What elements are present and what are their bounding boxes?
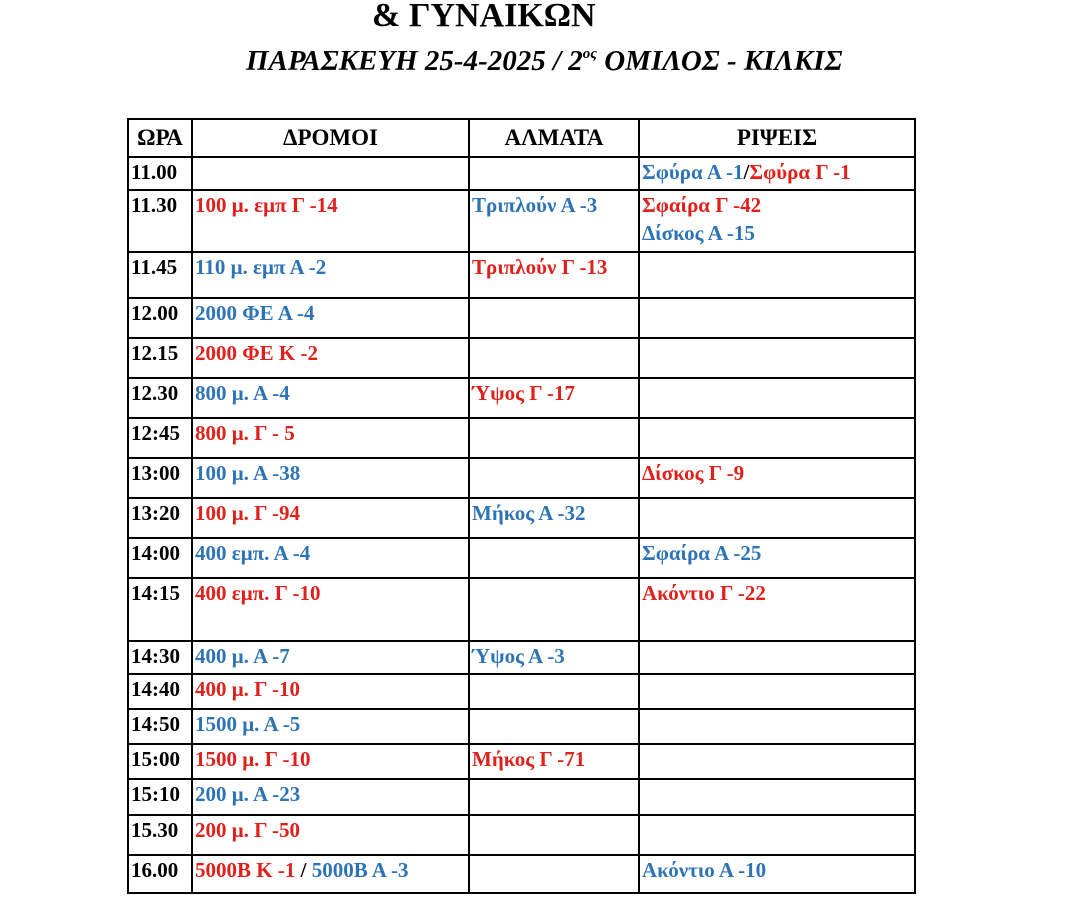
event-entry: [195, 299, 468, 327]
event-text: 800 μ. Α -4: [195, 381, 290, 405]
event-text: Σφαίρα Α -25: [642, 541, 762, 565]
time-cell: 11.00: [128, 157, 192, 190]
throws-cell: [639, 855, 915, 893]
table-row: [128, 744, 915, 779]
jumps-cell: [469, 674, 639, 709]
event-entry: [195, 675, 468, 703]
throws-cell: [639, 190, 915, 252]
jumps-cell: [469, 458, 639, 498]
time-cell: 16.00: [128, 855, 192, 893]
event-text: 100 μ. Γ -94: [195, 501, 300, 525]
event-text: 800 μ. Γ - 5: [195, 421, 295, 445]
table-row: [128, 578, 915, 641]
jumps-cell: [469, 815, 639, 855]
runs-cell: [192, 578, 469, 641]
event-text: Μήκος Α -32: [472, 501, 586, 525]
event-text: Δίσκος Α -15: [642, 221, 755, 245]
event-text: Σφύρα Γ -1: [749, 160, 851, 184]
throws-cell: [639, 338, 915, 378]
event-text: 1500 μ. Α -5: [195, 712, 301, 736]
throws-cell: [639, 157, 915, 190]
jumps-cell: [469, 498, 639, 538]
time-cell: 14:00: [128, 538, 192, 578]
time-cell: 12.15: [128, 338, 192, 378]
throws-cell: [639, 674, 915, 709]
table-row: [128, 674, 915, 709]
event-text: Ύψος Γ -17: [472, 381, 576, 405]
event-text: Ακόντιο Α -10: [642, 858, 767, 882]
table-row: [128, 190, 915, 252]
jumps-cell: [469, 338, 639, 378]
event-text: Σφαίρα Γ -42: [642, 193, 762, 217]
jumps-cell: [469, 855, 639, 893]
time-cell: 14:30: [128, 641, 192, 674]
throws-cell: [639, 298, 915, 338]
event-text: Δίσκος Γ -9: [642, 461, 745, 485]
event-entry: [472, 191, 638, 219]
event-entry: [195, 191, 468, 219]
runs-cell: [192, 298, 469, 338]
jumps-cell: [469, 744, 639, 779]
jumps-cell: [469, 378, 639, 418]
runs-cell: [192, 498, 469, 538]
schedule-table: [127, 118, 916, 894]
time-cell: 15:10: [128, 779, 192, 815]
schedule-body: [128, 157, 915, 893]
event-text: Μήκος Γ -71: [472, 747, 586, 771]
column-header-throws: ΡΙΨΕΙΣ: [639, 119, 915, 157]
throws-cell: [639, 779, 915, 815]
event-text: 400 εμπ. Α -4: [195, 541, 311, 565]
event-entry: [642, 459, 914, 487]
event-date: ΠΑΡΑΣΚΕΥΗ 25-4-2025 / 2: [246, 45, 583, 77]
jumps-cell: [469, 190, 639, 252]
table-row: [128, 418, 915, 458]
runs-cell: [192, 855, 469, 893]
table-row: [128, 815, 915, 855]
table-row: [128, 458, 915, 498]
event-entry: [195, 642, 468, 670]
jumps-cell: [469, 252, 639, 298]
event-text: Ακόντιο Γ -22: [642, 581, 766, 605]
event-entry: [472, 253, 638, 281]
event-text: 2000 ΦΕ Κ -2: [195, 341, 318, 365]
table-row: [128, 709, 915, 744]
event-text: Τριπλούν Α -3: [472, 193, 598, 217]
jumps-cell: [469, 298, 639, 338]
throws-cell: [639, 744, 915, 779]
event-entry: [195, 780, 468, 808]
runs-cell: [192, 641, 469, 674]
event-text: 100 μ. εμπ Γ -14: [195, 193, 338, 217]
time-cell: 14:40: [128, 674, 192, 709]
event-text: 400 μ. Α -7: [195, 644, 290, 668]
table-row: [128, 338, 915, 378]
runs-cell: [192, 252, 469, 298]
event-entry: [472, 745, 638, 773]
time-cell: 12:45: [128, 418, 192, 458]
event-entry: [195, 419, 468, 447]
jumps-cell: [469, 779, 639, 815]
event-entry: [472, 642, 638, 670]
jumps-cell: [469, 538, 639, 578]
table-row: [128, 252, 915, 298]
event-entry: [195, 745, 468, 773]
time-cell: 14:15: [128, 578, 192, 641]
table-row: [128, 855, 915, 893]
event-text: 200 μ. Α -23: [195, 782, 301, 806]
runs-cell: [192, 338, 469, 378]
table-row: [128, 157, 915, 190]
time-cell: 11.45: [128, 252, 192, 298]
event-text: /: [295, 858, 312, 882]
event-subtitle: [246, 44, 842, 78]
table-row: [128, 538, 915, 578]
time-cell: 15:00: [128, 744, 192, 779]
time-cell: 12.00: [128, 298, 192, 338]
time-cell: 12.30: [128, 378, 192, 418]
runs-cell: [192, 157, 469, 190]
throws-cell: [639, 458, 915, 498]
time-cell: 13:20: [128, 498, 192, 538]
runs-cell: [192, 744, 469, 779]
jumps-cell: [469, 418, 639, 458]
event-entry: [195, 379, 468, 407]
time-cell: 11.30: [128, 190, 192, 252]
runs-cell: [192, 378, 469, 418]
event-entry: [195, 710, 468, 738]
column-header-runs: ΔΡΟΜΟΙ: [192, 119, 469, 157]
table-row: [128, 498, 915, 538]
event-entry: [642, 856, 914, 884]
event-entry: [472, 379, 638, 407]
table-row: [128, 298, 915, 338]
event-text: 110 μ. εμπ Α -2: [195, 255, 327, 279]
throws-cell: [639, 378, 915, 418]
table-header-row: [128, 119, 915, 157]
event-entry: [642, 158, 914, 186]
column-header-jumps: ΑΛΜΑΤΑ: [469, 119, 639, 157]
event-entry: [642, 219, 914, 247]
event-text: 5000Β Κ -1: [195, 858, 296, 882]
runs-cell: [192, 709, 469, 744]
jumps-cell: [469, 641, 639, 674]
event-text: 2000 ΦΕ Α -4: [195, 301, 315, 325]
throws-cell: [639, 418, 915, 458]
event-entry: [195, 579, 468, 607]
event-text: 400 μ. Γ -10: [195, 677, 300, 701]
event-text: 200 μ. Γ -50: [195, 818, 300, 842]
runs-cell: [192, 418, 469, 458]
event-entry: [472, 499, 638, 527]
event-entry: [642, 579, 914, 607]
runs-cell: [192, 779, 469, 815]
page-title: & ΓΥΝΑΙΚΩΝ: [372, 0, 596, 34]
throws-cell: [639, 498, 915, 538]
event-entry: [195, 339, 468, 367]
event-entry: [195, 856, 468, 884]
jumps-cell: [469, 157, 639, 190]
throws-cell: [639, 252, 915, 298]
throws-cell: [639, 709, 915, 744]
event-entry: [642, 539, 914, 567]
time-cell: 13:00: [128, 458, 192, 498]
event-text: 5000Β Α -3: [311, 858, 409, 882]
event-entry: [195, 253, 468, 281]
runs-cell: [192, 538, 469, 578]
event-text: /: [743, 160, 750, 184]
jumps-cell: [469, 578, 639, 641]
event-entry: [642, 191, 914, 219]
runs-cell: [192, 458, 469, 498]
table-row: [128, 641, 915, 674]
runs-cell: [192, 815, 469, 855]
time-cell: 15.30: [128, 815, 192, 855]
throws-cell: [639, 538, 915, 578]
column-header-time: ΩΡΑ: [128, 119, 192, 157]
event-text: Τριπλούν Γ -13: [472, 255, 608, 279]
table-row: [128, 378, 915, 418]
event-text: 1500 μ. Γ -10: [195, 747, 311, 771]
runs-cell: [192, 190, 469, 252]
event-text: Σφύρα Α -1: [642, 160, 744, 184]
event-text: 100 μ. Α -38: [195, 461, 301, 485]
throws-cell: [639, 815, 915, 855]
event-entry: [195, 459, 468, 487]
ordinal-suffix: ος: [582, 46, 597, 62]
time-cell: 14:50: [128, 709, 192, 744]
throws-cell: [639, 641, 915, 674]
event-entry: [195, 816, 468, 844]
throws-cell: [639, 578, 915, 641]
event-entry: [195, 499, 468, 527]
table-row: [128, 779, 915, 815]
jumps-cell: [469, 709, 639, 744]
event-text: 400 εμπ. Γ -10: [195, 581, 321, 605]
event-group: ΟΜΙΛΟΣ - ΚΙΛΚΙΣ: [596, 45, 843, 77]
event-text: Ύψος Α -3: [472, 644, 565, 668]
event-entry: [195, 539, 468, 567]
runs-cell: [192, 674, 469, 709]
